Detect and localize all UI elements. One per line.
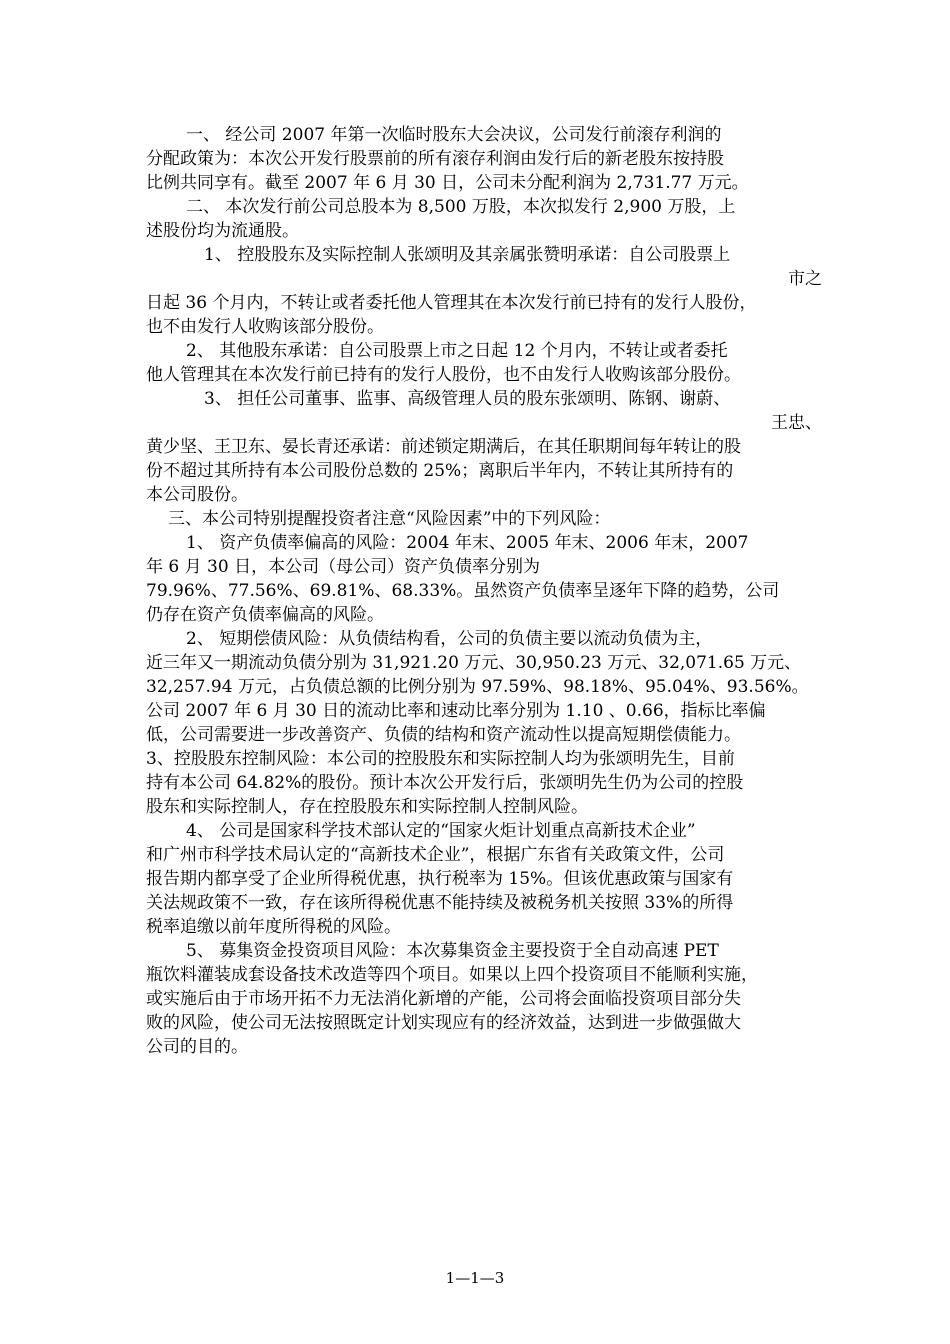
text-line: 他人管理其在本次发行前已持有的发行人股份，也不由发行人收购该部分股份。	[146, 365, 741, 385]
text-line: 1、 资产负债率偏高的风险：2004 年末、2005 年末、2006 年末，2007	[186, 533, 749, 553]
text-line: 1、 控股股东及实际控制人张颂明及其亲属张赞明承诺：自公司股票上	[204, 245, 731, 265]
text-line: 32,257.94 万元，占负债总额的比例分别为 97.59%、98.18%、95.04%、93.56%。	[146, 677, 809, 697]
text-line: 79.96%、77.56%、69.81%、68.33%。虽然资产负债率呈逐年下降的趋势，公司	[146, 581, 780, 601]
text-line: 王忠、	[771, 413, 822, 433]
document-body	[146, 123, 822, 1059]
text-line: 和广州市科学技术局认定的“高新技术企业”，根据广东省有关政策文件，公司	[146, 845, 725, 865]
text-line: 2、 其他股东承诺：自公司股票上市之日起 12 个月内，不转让或者委托	[186, 341, 728, 361]
text-line: 或实施后由于市场开拓不力无法消化新增的产能，公司将会面临投资项目部分失	[146, 989, 741, 1009]
text-line: 年 6 月 30 日，本公司（母公司）资产负债率分别为	[146, 557, 541, 577]
text-line: 仍存在资产负债率偏高的风险。	[146, 605, 384, 625]
text-line: 市之	[788, 269, 822, 289]
text-line: 也不由发行人收购该部分股份。	[146, 317, 384, 337]
text-line: 报告期内都享受了企业所得税优惠，执行税率为 15%。但该优惠政策与国家有	[146, 869, 734, 889]
text-line: 关法规政策不一致，存在该所得税优惠不能持续及被税务机关按照 33%的所得	[146, 893, 734, 913]
text-line: 2、 短期偿债风险：从负债结构看，公司的负债主要以流动负债为主，	[186, 629, 713, 649]
text-line: 日起 36 个月内，不转让或者委托他人管理其在本次发行前已持有的发行人股份，	[146, 293, 757, 313]
text-line: 3、 担任公司董事、监事、高级管理人员的股东张颂明、陈钢、谢蔚、	[204, 389, 731, 409]
text-line: 份不超过其所持有本公司股份总数的 25%；离职后半年内，不转让其所持有的	[146, 461, 734, 481]
text-line: 本公司股份。	[146, 485, 248, 505]
text-line: 公司 2007 年 6 月 30 日的流动比率和速动比率分别为 1.10 、0.66，指标比率偏	[146, 701, 766, 721]
text-line: 分配政策为：本次公开发行股票前的所有滚存利润由发行后的新老股东按持股	[146, 149, 724, 169]
text-line: 持有本公司 64.82%的股份。预计本次公开发行后，张颂明先生仍为公司的控股	[146, 773, 744, 793]
text-line: 低，公司需要进一步改善资产、负债的结构和资产流动性以提高短期偿债能力。	[146, 725, 741, 745]
text-line: 4、 公司是国家科学技术部认定的“国家火炬计划重点高新技术企业”	[186, 821, 696, 841]
text-line: 一、 经公司 2007 年第一次临时股东大会决议，公司发行前滚存利润的	[186, 125, 722, 145]
text-line: 败的风险，使公司无法按照既定计划实现应有的经济效益，达到进一步做强做大	[146, 1013, 741, 1033]
text-line: 比例共同享有。截至 2007 年 6 月 30 日，公司未分配利润为 2,731.77 万元。	[146, 173, 749, 193]
text-line: 黄少坚、王卫东、晏长青还承诺：前述锁定期满后，在其任职期间每年转让的股	[146, 437, 741, 457]
text-line: 税率追缴以前年度所得税的风险。	[146, 917, 401, 937]
text-line: 5、 募集资金投资项目风险：本次募集资金主要投资于全自动高速 PET	[186, 941, 719, 961]
text-line: 股东和实际控制人，存在控股股东和实际控制人控制风险。	[146, 797, 588, 817]
text-line: 三、本公司特别提醒投资者注意“风险因素”中的下列风险：	[168, 509, 611, 529]
text-line: 近三年又一期流动负债分别为 31,921.20 万元、30,950.23 万元、32,071.65 万元、	[146, 653, 802, 673]
text-line: 公司的目的。	[146, 1037, 248, 1057]
text-line: 3、控股股东控制风险：本公司的控股股东和实际控制人均为张颂明先生，目前	[146, 749, 735, 769]
text-line: 述股份均为流通股。	[146, 221, 299, 241]
page-number: 1—1—3	[445, 1269, 505, 1287]
text-line: 瓶饮料灌装成套设备技术改造等四个项目。如果以上四个投资项目不能顺利实施，	[146, 965, 758, 985]
text-line: 二、 本次发行前公司总股本为 8,500 万股，本次拟发行 2,900 万股，上	[186, 197, 736, 217]
